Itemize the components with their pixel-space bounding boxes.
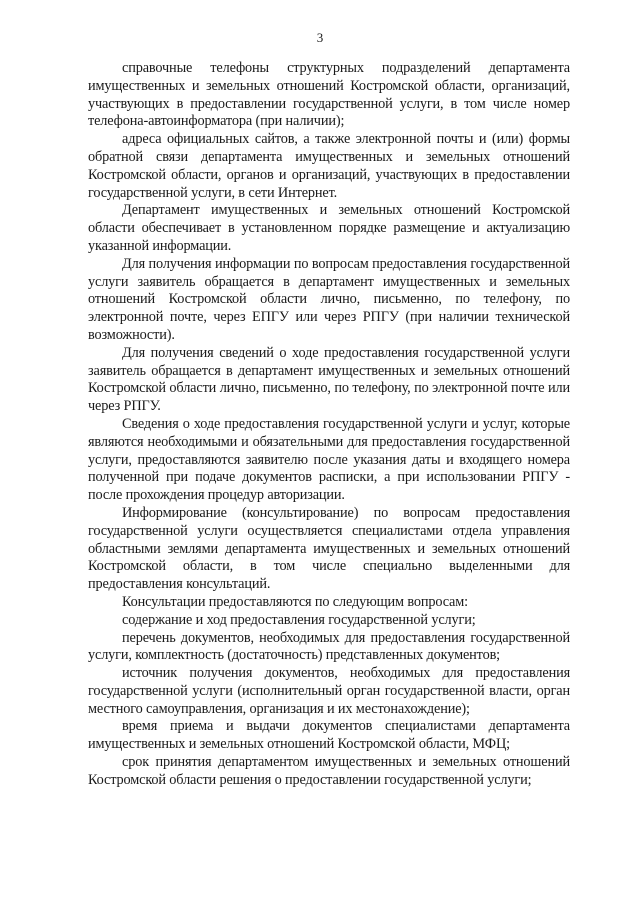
paragraph-consultation-topics: Консультации предоставляются по следующим вопросам: [122, 593, 468, 610]
paragraph-information-request: Для получения информации по вопросам предоставления государственной услуги заявитель обращается в департамент имущественных и земельных отношений Костромской области лично, письменно, по телефону, по электронной почте, через ЕПГУ или через РПГУ (при наличии технической возможности). [88, 255, 570, 343]
list-item-reception-time: время приема и выдачи документов специалистами департамента имущественных и земельных отношений Костромской области, МФЦ; [88, 718, 570, 753]
list-item-document-source: источник получения документов, необходимых для предоставления государственной услуги (исполнительный орган государственной власти, орган местного самоуправления, организация и их местонахождение); [88, 665, 570, 717]
document-body [88, 60, 570, 790]
paragraph-contact-phones: справочные телефоны структурных подразделений департамента имущественных и земельных отношений Костромской области, организаций, участвующих в предоставлении государственной услуги, в том числе номер телефона-автоинформатора (при наличии); [88, 60, 570, 130]
paragraph-status-request: Для получения сведений о ходе предоставления государственной услуги заявитель обращается в департамент имущественных и земельных отношений Костромской области лично, письменно, по телефону, по электронной почте или через РПГУ. [88, 344, 570, 415]
paragraph-status-details: Сведения о ходе предоставления государственной услуги и услуг, которые являются необходимыми и обязательными для предоставления государственной услуги, предоставляются заявителю после указания даты и входящего номера полученной при подаче документов расписки, а при использовании РПГУ - после прохождения процедур авторизации. [88, 415, 570, 504]
list-item-decision-term: срок принятия департаментом имущественных и земельных отношений Костромской области решения о предоставлении государственной услуги; [88, 754, 570, 788]
paragraph-websites: адреса официальных сайтов, а также электронной почты и (или) формы обратной связи департамента имущественных и земельных отношений Костромской области, органов и организаций, участвующих в предоставлении государственной услуги, в сети Интернет. [88, 131, 570, 201]
list-item-content: содержание и ход предоставления государственной услуги; [122, 611, 476, 628]
page-number: 3 [316, 30, 324, 45]
paragraph-publication: Департамент имущественных и земельных отношений Костромской области обеспечивает в установленном порядке размещение и актуализацию указанной информации. [88, 202, 570, 254]
list-item-documents: перечень документов, необходимых для предоставления государственной услуги, комплектность (достаточность) представленных документов; [88, 629, 570, 664]
paragraph-consulting: Информирование (консультирование) по вопросам предоставления государственной услуги осуществляется специалистами отдела управления областными землями департамента имущественных и земельных отношений Костромской области, в том числе специально выделенными для предоставления консультаций. [88, 504, 570, 593]
